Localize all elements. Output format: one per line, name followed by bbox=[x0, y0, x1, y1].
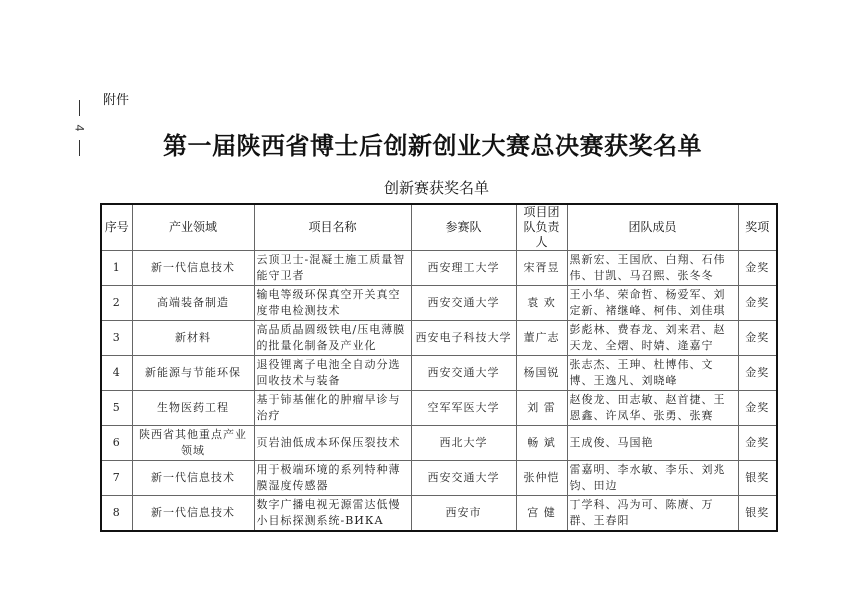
cell-no: 1 bbox=[101, 251, 132, 286]
cell-leader: 宋胥昱 bbox=[516, 251, 567, 286]
cell-project: 高品质晶圆级铁电/压电薄膜的批量化制备及产业化 bbox=[254, 321, 411, 356]
cell-team: 西安理工大学 bbox=[411, 251, 516, 286]
page-number-value: 4 bbox=[72, 124, 86, 132]
cell-leader: 杨国锐 bbox=[516, 356, 567, 391]
cell-project: 数字广播电视无源雷达低慢小目标探测系统-ВИКА bbox=[254, 496, 411, 531]
cell-team: 西安交通大学 bbox=[411, 286, 516, 321]
cell-members: 王成俊、马国艳 bbox=[567, 426, 738, 461]
table-row bbox=[101, 426, 777, 461]
table-row bbox=[101, 286, 777, 321]
cell-leader: 刘 雷 bbox=[516, 391, 567, 426]
cell-award: 银奖 bbox=[738, 461, 777, 496]
cell-field: 陕西省其他重点产业领域 bbox=[132, 426, 254, 461]
cell-award: 金奖 bbox=[738, 321, 777, 356]
cell-project: 输电等级环保真空开关真空度带电检测技术 bbox=[254, 286, 411, 321]
header-no: 序号 bbox=[101, 204, 132, 251]
cell-no: 5 bbox=[101, 391, 132, 426]
table-row bbox=[101, 321, 777, 356]
cell-field: 新一代信息技术 bbox=[132, 251, 254, 286]
cell-award: 金奖 bbox=[738, 251, 777, 286]
cell-team: 西北大学 bbox=[411, 426, 516, 461]
header-members: 团队成员 bbox=[567, 204, 738, 251]
cell-team: 西安电子科技大学 bbox=[411, 321, 516, 356]
attachment-label: 附件 bbox=[103, 93, 130, 108]
cell-project: 云顶卫士-混凝土施工质量智能守卫者 bbox=[254, 251, 411, 286]
cell-field: 新一代信息技术 bbox=[132, 496, 254, 531]
cell-team: 西安市 bbox=[411, 496, 516, 531]
table-row bbox=[101, 461, 777, 496]
cell-award: 金奖 bbox=[738, 356, 777, 391]
table-row bbox=[101, 391, 777, 426]
cell-project: 用于极端环境的系列特种薄膜湿度传感器 bbox=[254, 461, 411, 496]
table-title: 创新赛获奖名单 bbox=[383, 179, 489, 197]
cell-team: 空军军医大学 bbox=[411, 391, 516, 426]
cell-leader: 袁 欢 bbox=[516, 286, 567, 321]
table-row bbox=[101, 496, 777, 531]
cell-project: 页岩油低成本环保压裂技术 bbox=[254, 426, 411, 461]
cell-no: 2 bbox=[101, 286, 132, 321]
cell-members: 张志杰、王珅、杜博伟、文博、王逸凡、刘晓峰 bbox=[567, 356, 738, 391]
cell-members: 丁学科、冯为可、陈赓、万群、王春阳 bbox=[567, 496, 738, 531]
header-team: 参赛队 bbox=[411, 204, 516, 251]
cell-award: 金奖 bbox=[738, 391, 777, 426]
award-table bbox=[100, 203, 778, 532]
cell-leader: 张仲恺 bbox=[516, 461, 567, 496]
cell-award: 金奖 bbox=[738, 426, 777, 461]
cell-no: 3 bbox=[101, 321, 132, 356]
cell-field: 生物医药工程 bbox=[132, 391, 254, 426]
cell-members: 雷嘉明、李水敏、李乐、刘兆钧、田边 bbox=[567, 461, 738, 496]
cell-no: 7 bbox=[101, 461, 132, 496]
cell-no: 8 bbox=[101, 496, 132, 531]
cell-leader: 董广志 bbox=[516, 321, 567, 356]
table-row bbox=[101, 251, 777, 286]
cell-team: 西安交通大学 bbox=[411, 356, 516, 391]
cell-field: 新一代信息技术 bbox=[132, 461, 254, 496]
cell-no: 4 bbox=[101, 356, 132, 391]
cell-leader: 宫 健 bbox=[516, 496, 567, 531]
cell-members: 黑新宏、王国欣、白翔、石伟伟、甘凯、马召熙、张冬冬 bbox=[567, 251, 738, 286]
cell-no: 6 bbox=[101, 426, 132, 461]
cell-project: 退役锂离子电池全自动分选回收技术与装备 bbox=[254, 356, 411, 391]
header-project: 项目名称 bbox=[254, 204, 411, 251]
header-field: 产业领域 bbox=[132, 204, 254, 251]
header-leader: 项目团队负责人 bbox=[516, 204, 567, 251]
table-header-row bbox=[101, 204, 777, 251]
header-award: 奖项 bbox=[738, 204, 777, 251]
cell-team: 西安交通大学 bbox=[411, 461, 516, 496]
table-row bbox=[101, 356, 777, 391]
cell-members: 王小华、荣命哲、杨爱军、刘定新、褚继峰、柯伟、刘佳琪 bbox=[567, 286, 738, 321]
cell-field: 新材料 bbox=[132, 321, 254, 356]
page-title: 第一届陕西省博士后创新创业大赛总决赛获奖名单 bbox=[163, 131, 702, 160]
cell-members: 赵俊龙、田志敏、赵首捷、王恩鑫、许凤华、张勇、张赛 bbox=[567, 391, 738, 426]
cell-field: 高端装备制造 bbox=[132, 286, 254, 321]
cell-award: 金奖 bbox=[738, 286, 777, 321]
cell-members: 彭彪林、费春龙、刘来君、赵天龙、全熠、时婧、逄嘉宁 bbox=[567, 321, 738, 356]
cell-field: 新能源与节能环保 bbox=[132, 356, 254, 391]
cell-leader: 畅 斌 bbox=[516, 426, 567, 461]
page-number-dash-top bbox=[79, 100, 80, 116]
cell-award: 银奖 bbox=[738, 496, 777, 531]
cell-project: 基于铈基催化的肿瘤早诊与治疗 bbox=[254, 391, 411, 426]
